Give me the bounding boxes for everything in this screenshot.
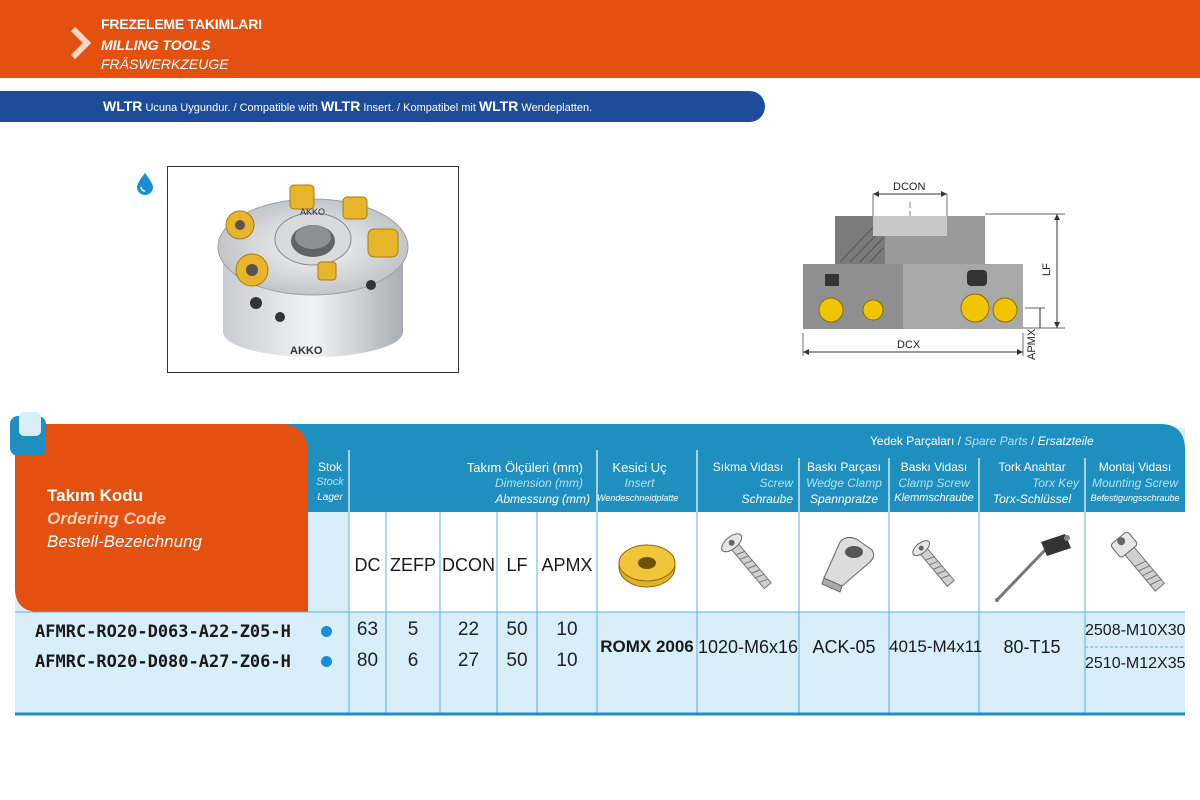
insert-image [612,540,682,590]
col-dcon: DCON [442,555,495,575]
title-tr: FREZELEME TAKIMLARI [101,16,262,32]
clamp-screw-value: 4015-M4x11 [889,637,983,656]
row1-apmx: 10 [556,619,578,640]
spare-screw-de: Schraube [741,492,793,506]
dimensions-de: Abmessung (mm) [495,492,590,506]
row2-zefp: 6 [407,650,419,671]
product-table [0,410,1200,720]
title-en: MILLING TOOLS [101,37,211,53]
row2-dc: 80 [356,650,379,671]
spare-wedge-en: Wedge Clamp [806,476,882,490]
dcx-label: DCX [897,339,921,351]
spare-wedge-tr: Baskı Parçası [806,460,882,474]
row1-mounting-screw: 2508-M10X30 [1085,622,1186,639]
row2-code: AFMRC-RO20-D080-A27-Z06-H [35,652,291,672]
spare-mount-de: Befestigungsschraube [1090,493,1180,503]
screw-value: 1020-M6x16 [697,637,799,657]
insert-value: ROMX 2006 [600,637,694,656]
row1-dcon: 22 [457,619,480,640]
wedge-clamp-value: ACK-05 [812,637,876,657]
product-photo [167,166,459,373]
ordering-code-tr: Takım Kodu [47,486,144,505]
stock-de: Lager [317,492,343,503]
row1-code: AFMRC-RO20-D063-A22-Z05-H [35,622,291,642]
brand-engraving-top: AKKO [300,207,326,217]
coolant-drop-icon [135,172,155,196]
compat-text: WLTR Ucuna Uygundur. / Compatible with WLTR Insert. / Kompatibel mit WLTR Wendeplatten. [103,98,593,114]
insert-tr: Kesici Uç [612,460,667,475]
insert-de: Wendeschneidplatte [597,493,679,503]
row2-lf: 50 [506,650,528,671]
milling-cutter-image [168,167,458,372]
spare-mount-tr: Montaj Vidası [1098,460,1172,474]
spare-clamp-tr: Baskı Vidası [900,460,968,474]
spare-clamp-en: Clamp Screw [898,476,970,490]
spare-mount-en: Mounting Screw [1091,476,1179,490]
compat-banner [0,91,765,122]
title-de: FRÄSWERKZEUGE [101,56,229,72]
spare-torx-tr: Tork Anahtar [998,460,1066,474]
col-dc: DC [354,555,381,575]
torx-key-value: 80-T15 [1003,637,1061,657]
spare-clamp-de: Klemmschraube [894,492,974,504]
spare-torx-de: Torx-Schlüssel [992,492,1072,506]
row1-stock-indicator [321,626,332,637]
wedge-clamp-image [812,528,882,598]
mounting-screw-image [1100,522,1180,602]
technical-diagram [795,170,1075,370]
dimensions-en: Dimension (mm) [494,476,583,490]
row2-stock-indicator [321,656,332,667]
apmx-label: APMX [1026,328,1038,360]
row1-dc: 63 [356,619,379,640]
row2-mounting-screw: 2510-M12X35 [1085,655,1186,672]
row2-dcon: 27 [457,650,480,671]
stock-tr: Stok [317,460,342,474]
ordering-code-en: Ordering Code [47,509,167,528]
dimensions-tr: Takım Ölçüleri (mm) [466,460,583,475]
col-lf: LF [506,555,528,575]
row2-apmx: 10 [556,650,578,671]
stock-en: Stock [316,476,344,488]
spare-torx-en: Torx Key [1032,476,1079,490]
dcon-label: DCON [893,181,926,193]
spare-wedge-de: Spannpratze [809,492,879,506]
chevron-right-icon [70,26,92,60]
spare-screw-tr: Sıkma Vidası [712,460,784,474]
ordering-code-de: Bestell-Bezeichnung [47,532,202,551]
col-zefp: ZEFP [389,555,436,575]
col-apmx: APMX [541,555,593,575]
row1-lf: 50 [506,619,528,640]
insert-en: Insert [624,476,655,490]
lf-label: LF [1041,263,1053,276]
spare-screw-en: Screw [759,476,793,490]
clamp-screw-image [898,528,968,598]
brand-engraving-side: AKKO [290,345,323,357]
screw-image [708,523,788,603]
row1-zefp: 5 [407,619,419,640]
spare-parts-title: Yedek Parçaları / Spare Parts / Ersatzteile [870,434,1094,448]
torx-key-image [985,522,1080,607]
